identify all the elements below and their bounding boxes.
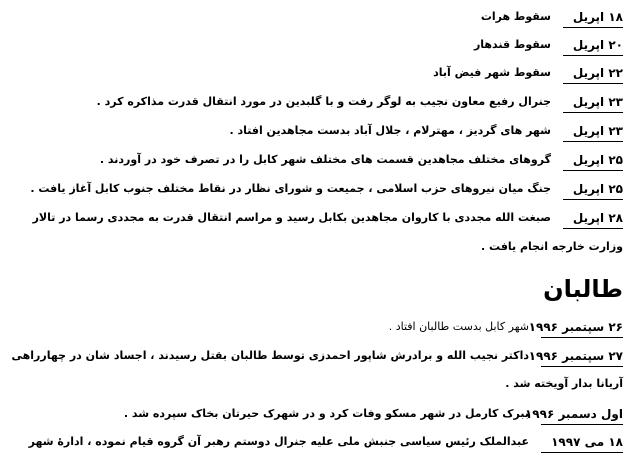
entry-text: داکتر نجیب الله و برادرش شاپور احمدزی توسط طالبان بقتل رسیدند ، اجساد شان در چهارراهی — [12, 349, 529, 362]
timeline-entry — [12, 180, 623, 200]
entry-text: شهر کابل بدست طالبان افتاد . — [388, 320, 529, 333]
entry-date: ۲۳ اپریل — [563, 93, 623, 113]
entry-text: جنگ میان نیروهای حزب اسلامی ، جمیعت و شورای نظار در نقاط مختلف جنوب کابل آغاز یافت . — [30, 182, 551, 195]
entry-date: اول دسمبر ۱۹۹۶ — [541, 405, 623, 425]
entry-text-continuation: آریانا بدار آویخته شد . — [505, 377, 623, 390]
timeline-entry — [12, 318, 623, 338]
timeline-entry — [12, 8, 623, 28]
timeline-entry — [12, 433, 623, 453]
entry-text: عبدالملک رئیس سیاسی جنبش ملی علیه جنرال دوستم رهبر آن گروه قیام نموده ، ادارهٔ شهر — [28, 435, 529, 448]
timeline-entry — [12, 405, 623, 425]
entry-date: ۱۸ اپریل — [563, 8, 623, 28]
entry-date: ۱۸ می ۱۹۹۷ — [541, 433, 623, 453]
entry-text: شهر های گردیز ، مهترلام ، جلال آباد بدست مجاهدین افتاد . — [229, 124, 551, 137]
timeline-entry — [12, 36, 623, 56]
entry-date: ۲۷ سپتمبر ۱۹۹۶ — [541, 347, 623, 367]
entry-text: ببرک کارمل در شهر مسکو وفات کرد و در شهرک حیرتان بخاک سپرده شد . — [123, 407, 529, 420]
timeline-entry — [12, 151, 623, 171]
entry-date: ۲۸ اپریل — [563, 209, 623, 229]
entry-date: ۲۲ اپریل — [563, 64, 623, 84]
timeline-entry — [12, 209, 623, 229]
entry-text: گروهای مختلف مجاهدین قسمت های مختلف شهر کابل را در تصرف خود در آوردند . — [99, 153, 551, 166]
entry-date: ۲۵ اپریل — [563, 180, 623, 200]
timeline-entry — [12, 347, 623, 367]
entry-text: سقوط هرات — [480, 10, 551, 23]
entry-date: ۲۵ اپریل — [563, 151, 623, 171]
entry-text: سقوط قندهار — [473, 38, 551, 51]
entry-text: جنرال رفیع معاون نجیب به لوگر رفت و با گلبدین در مورد انتقال قدرت مذاکره کرد . — [96, 95, 551, 108]
entry-date: ۲۶ سپتمبر ۱۹۹۶ — [541, 318, 623, 338]
section-heading: طالبان — [543, 275, 623, 303]
entry-text: صبغت الله مجددی با کاروان مجاهدین بکابل رسید و مراسم انتقال قدرت به مجددی رسما در تالار — [32, 211, 551, 224]
timeline-entry — [12, 122, 623, 142]
timeline-entry — [12, 93, 623, 113]
timeline-entry — [12, 64, 623, 84]
entry-text-continuation: وزارت خارجه انجام یافت . — [481, 240, 623, 253]
entry-date: ۲۳ اپریل — [563, 122, 623, 142]
entry-text: سقوط شهر فیض آباد — [433, 66, 551, 79]
entry-date: ۲۰ اپریل — [563, 36, 623, 56]
